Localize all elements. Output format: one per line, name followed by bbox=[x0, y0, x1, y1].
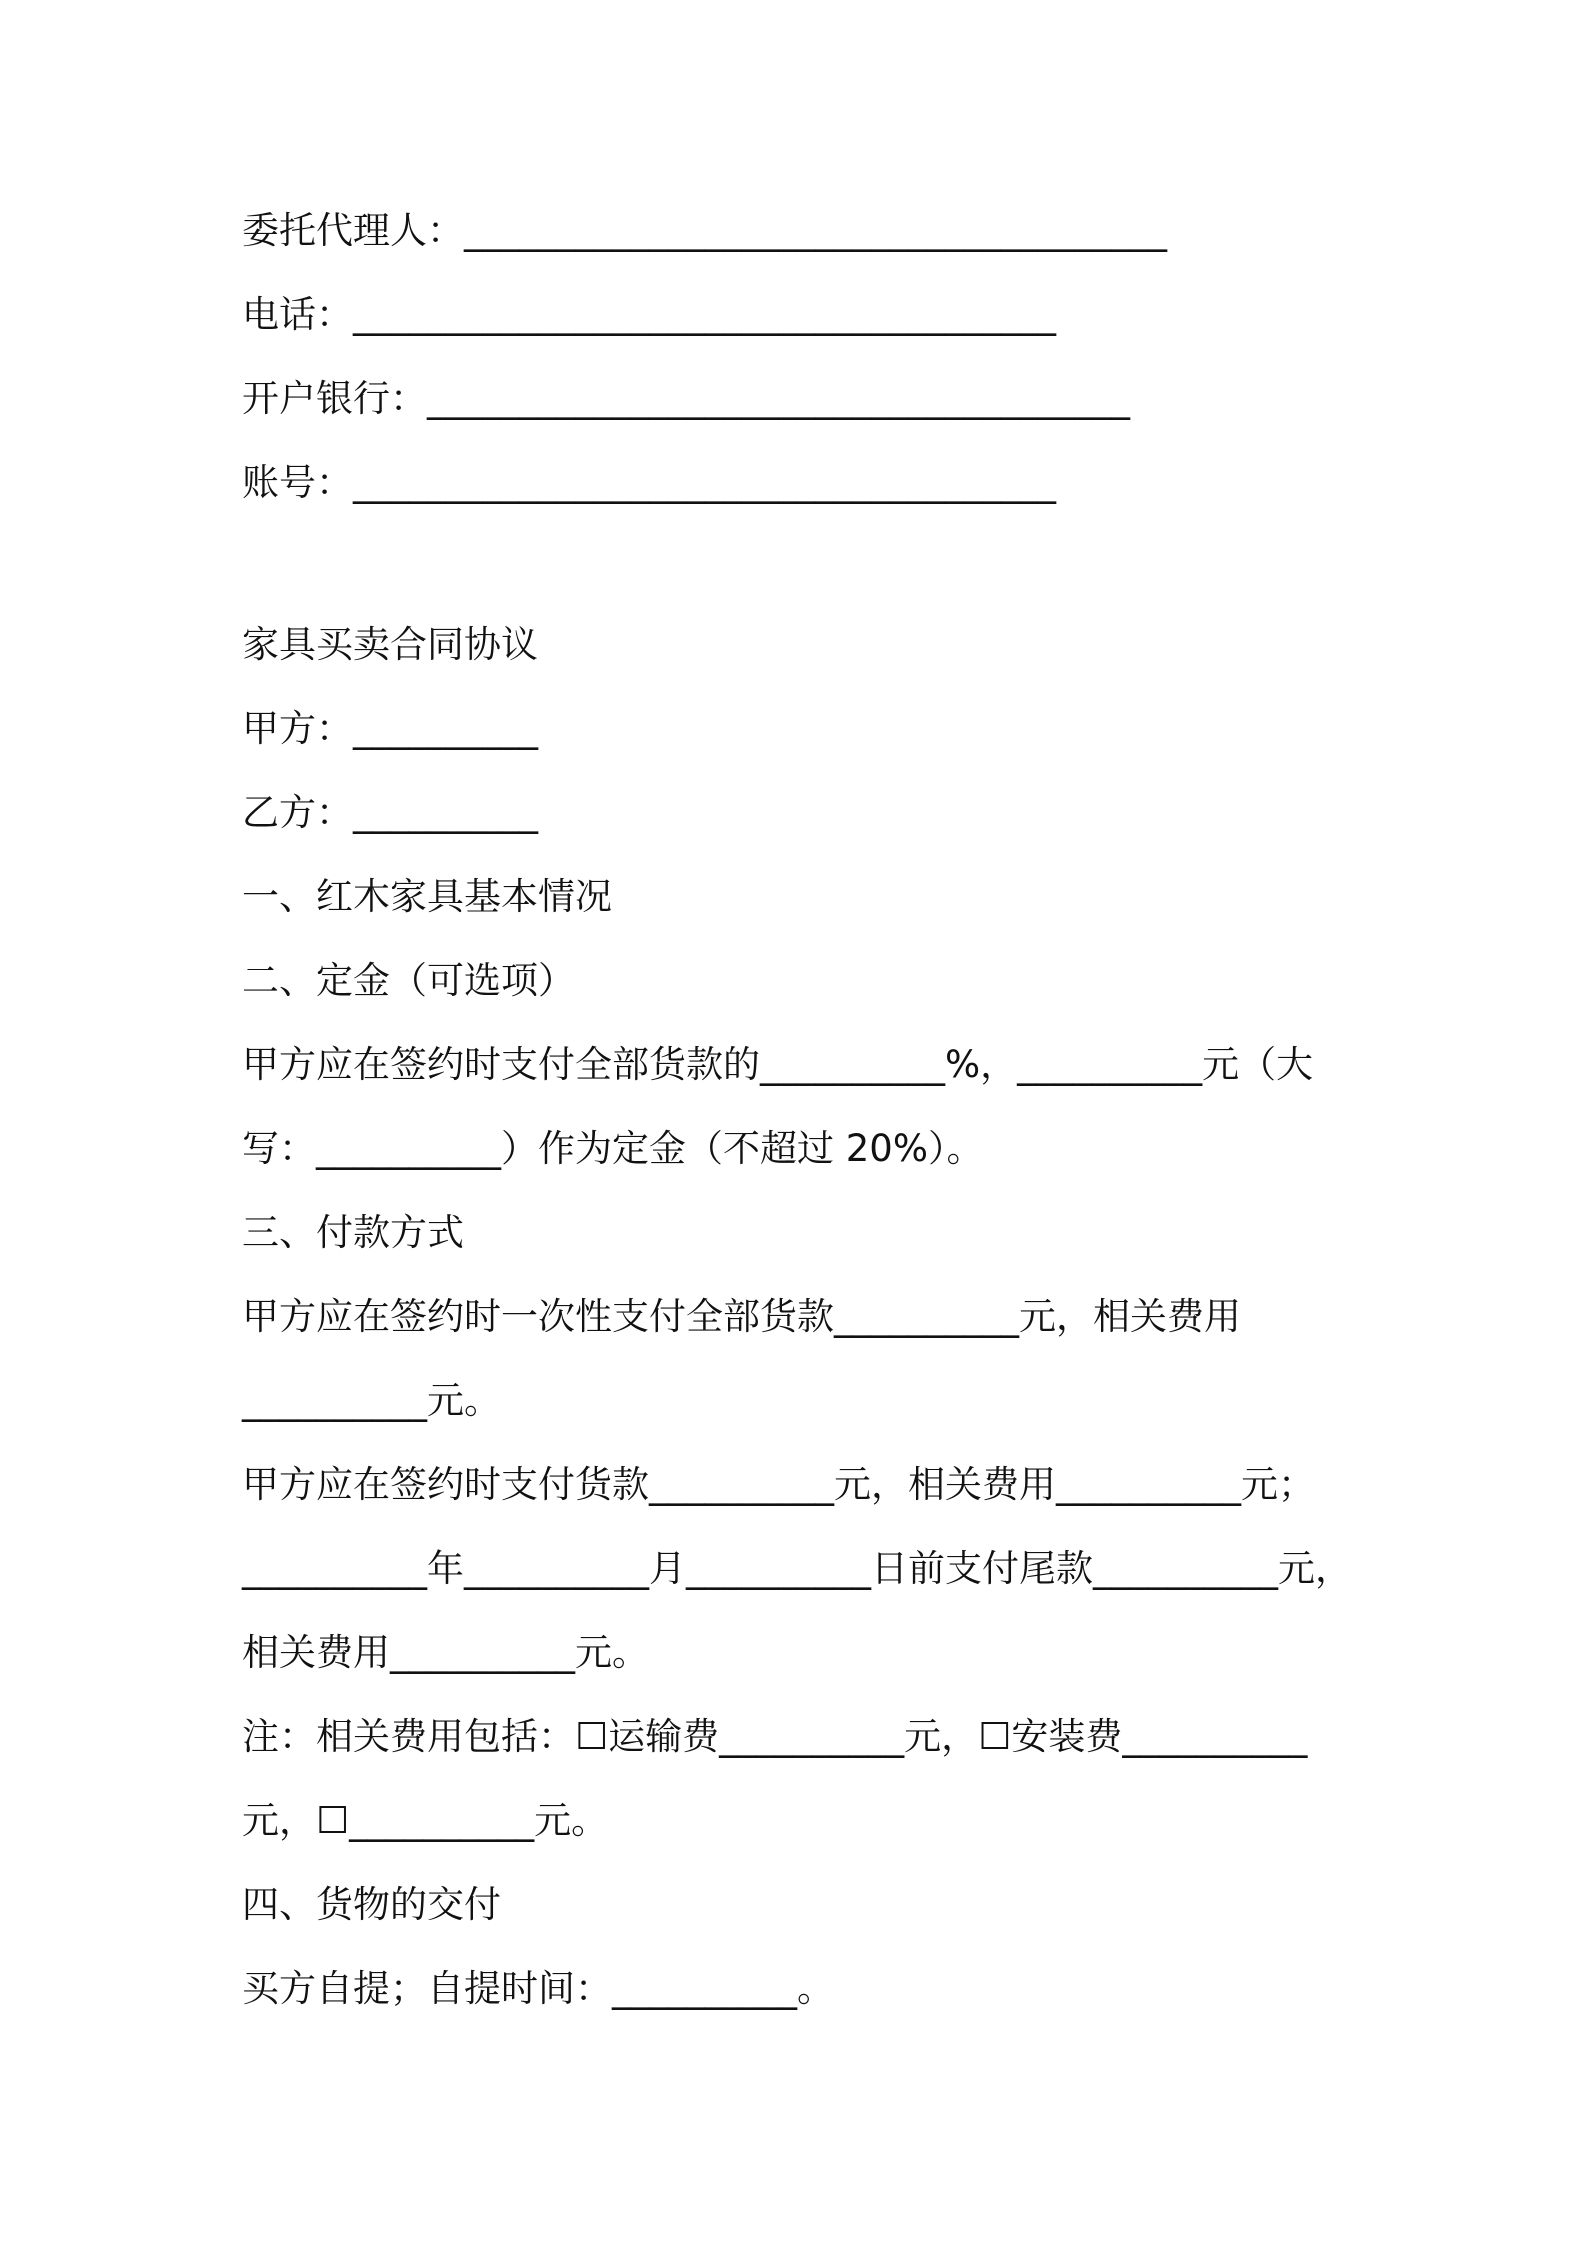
bank-field: 开户银行：______________________________________ bbox=[242, 377, 1130, 420]
account-field: 账号：______________________________________ bbox=[242, 461, 1056, 504]
section-3-paragraph-line: __________元。 bbox=[242, 1379, 501, 1422]
phone-field: 电话：______________________________________ bbox=[242, 293, 1056, 336]
section-1-heading: 一、红木家具基本情况 bbox=[242, 875, 612, 918]
section-2-heading: 二、定金（可选项） bbox=[242, 959, 575, 1002]
section-3-paragraph-line: __________年__________月__________日前支付尾款__________元， bbox=[242, 1547, 1352, 1590]
party-a-field: 甲方：__________ bbox=[242, 707, 538, 750]
section-3-heading: 三、付款方式 bbox=[242, 1211, 464, 1254]
section-2-paragraph-line: 甲方应在签约时支付全部货款的__________%，__________元（大 bbox=[242, 1043, 1314, 1086]
section-3-paragraph-line: 甲方应在签约时一次性支付全部货款__________元，相关费用 bbox=[242, 1295, 1241, 1338]
section-4-paragraph-line: 买方自提；自提时间：__________。 bbox=[242, 1967, 834, 2010]
contract-title: 家具买卖合同协议 bbox=[242, 623, 538, 666]
party-b-field: 乙方：__________ bbox=[242, 791, 538, 834]
section-3-paragraph-line: 相关费用__________元。 bbox=[242, 1631, 649, 1674]
fee-note-line: 注：相关费用包括：☐运输费__________元，☐安装费__________ bbox=[242, 1715, 1308, 1758]
fee-note-line: 元，☐__________元。 bbox=[242, 1799, 609, 1842]
section-4-heading: 四、货物的交付 bbox=[242, 1883, 501, 1926]
agent-field: 委托代理人：______________________________________ bbox=[242, 209, 1167, 252]
section-2-paragraph-line: 写：__________）作为定金（不超过 20%）。 bbox=[242, 1127, 984, 1170]
section-3-paragraph-line: 甲方应在签约时支付货款__________元，相关费用__________元； bbox=[242, 1463, 1315, 1506]
